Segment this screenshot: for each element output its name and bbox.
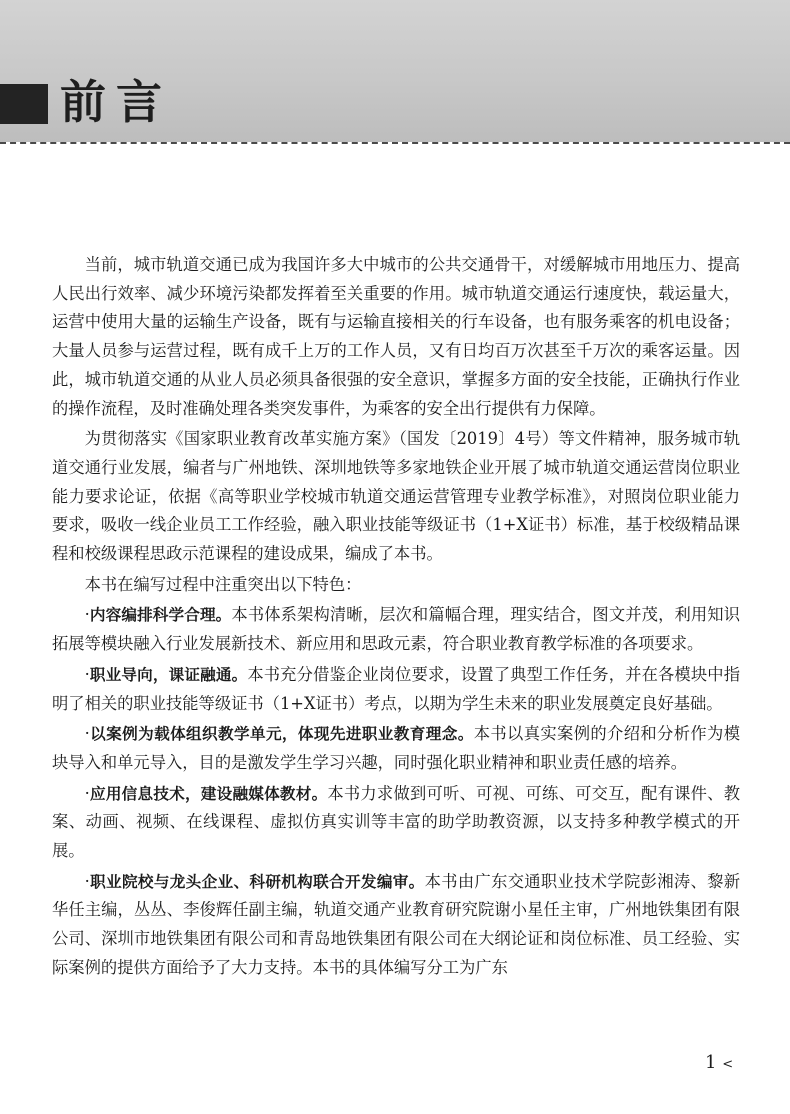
feature-item bbox=[52, 601, 740, 658]
chapter-header bbox=[0, 0, 790, 142]
feature-item bbox=[52, 720, 740, 777]
paragraph-background: 为贯彻落实《国家职业教育改革实施方案》（国发〔2019〕4号）等文件精神，服务城市轨道交通行业发展，编者与广州地铁、深圳地铁等多家地铁企业开展了城市轨道交通运营岗位职业能力要求论证，依据《高等职业学校城市轨道交通运营管理专业教学标准》，对照岗位职业能力要求，吸收一线企业员工工作经验，融入职业技能等级证书（1+X证书）标准，基于校级精品课程和校级课程思政示范课程的建设成果，编成了本书。 bbox=[52, 429, 740, 564]
feature-bullet: · bbox=[84, 871, 90, 891]
feature-item bbox=[52, 868, 740, 983]
feature-item bbox=[52, 780, 740, 866]
page-number bbox=[705, 1052, 733, 1073]
header-bar-decoration bbox=[0, 84, 48, 124]
feature-text: 本书力求做到可听、可视、可练、可交互，配有课件、教案、动画、视频、在线课程、虚拟仿真实训等丰富的助学助教资源，以支持多种教学模式的开展。 bbox=[52, 783, 740, 861]
page-number-value: 1 bbox=[705, 1052, 717, 1073]
feature-title: 应用信息技术，建设融媒体教材。 bbox=[89, 784, 328, 803]
feature-bullet: · bbox=[84, 664, 90, 684]
feature-title: 职业院校与龙头企业、科研机构联合开发编审。 bbox=[89, 872, 425, 891]
page-mark: < bbox=[722, 1057, 734, 1072]
feature-text: 本书充分借鉴企业岗位要求，设置了典型工作任务，并在各模块中指明了相关的职业技能等级证书（1+X证书）考点，以期为学生未来的职业发展奠定良好基础。 bbox=[52, 664, 740, 713]
chapter-title: 前言 bbox=[60, 75, 172, 129]
feature-text: 本书由广东交通职业技术学院彭湘涛、黎新华任主编，丛丛、李俊辉任副主编，轨道交通产业教育研究院谢小星任主审，广州地铁集团有限公司、深圳市地铁集团有限公司和青岛地铁集团有限公司在大纲论证和岗位标准、员工经验、实际案例的提供方面给予了大力支持。本书的具体编写分工为广东 bbox=[52, 871, 740, 977]
feature-bullet: · bbox=[84, 724, 90, 744]
feature-text: 本书以真实案例的介绍和分析作为模块导入和单元导入，目的是激发学生学习兴趣，同时强化职业精神和职业责任感的培养。 bbox=[52, 724, 740, 772]
body-text bbox=[52, 251, 740, 985]
feature-title: 职业导向，课证融通。 bbox=[89, 665, 248, 684]
header-divider bbox=[0, 142, 790, 144]
feature-text: 本书体系架构清晰，层次和篇幅合理，理实结合，图文并茂，利用知识拓展等模块融入行业发展新技术、新应用和思政元素，符合职业教育教学标准的各项要求。 bbox=[52, 605, 740, 654]
feature-item bbox=[52, 661, 740, 718]
feature-title: 以案例为载体组织教学单元，体现先进职业教育理念。 bbox=[89, 725, 474, 744]
paragraph-features-lead: 本书在编写过程中注重突出以下特色： bbox=[84, 574, 362, 594]
feature-title: 内容编排科学合理。 bbox=[89, 606, 232, 625]
paragraph-intro: 当前，城市轨道交通已成为我国许多大中城市的公共交通骨干，对缓解城市用地压力、提高人民出行效率、减少环境污染都发挥着至关重要的作用。城市轨道交通运行速度快，载运量大，运营中使用大量的运输生产设备，既有与运输直接相关的行车设备，也有服务乘客的机电设备；大量人员参与运营过程，既有成千上万的工作人员，又有日均百万次甚至千万次的乘客运量。因此，城市轨道交通的从业人员必须具备很强的安全意识，掌握多方面的安全技能，正确执行作业的操作流程，及时准确处理各类突发事件，为乘客的安全出行提供有力保障。 bbox=[52, 255, 740, 418]
feature-bullet: · bbox=[84, 783, 90, 803]
feature-bullet: · bbox=[84, 605, 90, 625]
